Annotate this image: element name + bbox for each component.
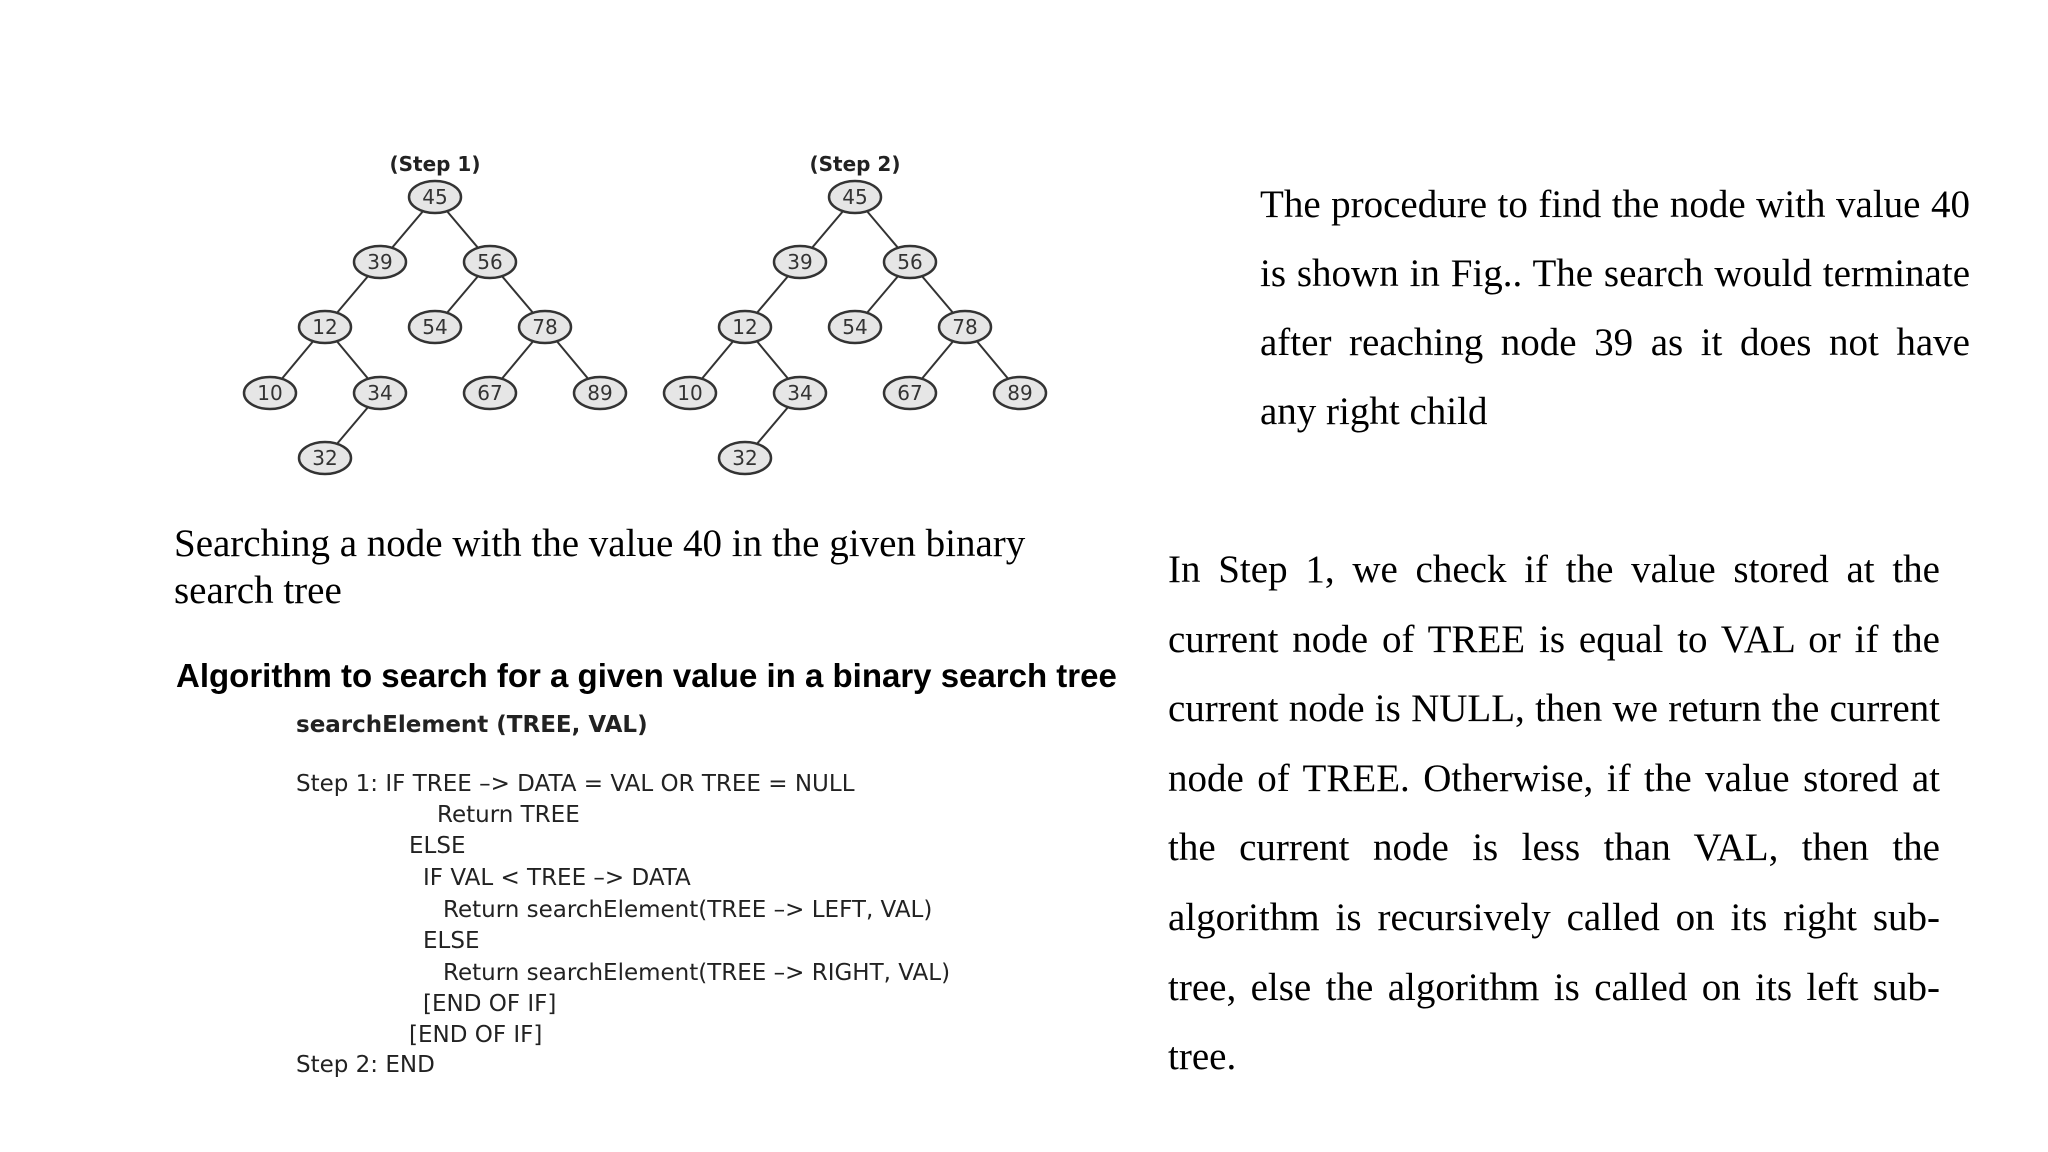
- tree-node-label: 78: [952, 315, 978, 339]
- code-line: [END OF IF]: [423, 991, 557, 1017]
- code-line: Return searchElement(TREE –> RIGHT, VAL): [443, 960, 951, 986]
- tree-node-label: 89: [1007, 381, 1033, 405]
- tree-step-1: [244, 152, 626, 474]
- tree-node-label: 45: [422, 185, 448, 209]
- code-line: ELSE: [423, 928, 480, 954]
- code-line: [END OF IF]: [409, 1022, 543, 1048]
- procedure-paragraph: The procedure to find the node with value 40 is shown in Fig.. The search would terminate after reaching node 39 as it does not have any right child: [1260, 183, 1970, 433]
- tree-node-label: 32: [732, 446, 758, 470]
- tree-node-label: 34: [367, 381, 393, 405]
- code-line: Step 2: END: [296, 1052, 435, 1078]
- tree-node-label: 12: [312, 315, 338, 339]
- figure-caption: Searching a node with the value 40 in the given binary search tree: [174, 522, 1026, 612]
- tree-node-label: 32: [312, 446, 338, 470]
- tree-node-label: 39: [787, 250, 813, 274]
- code-line: searchElement (TREE, VAL): [296, 712, 648, 738]
- tree-step-2: [664, 152, 1046, 474]
- step-label: (Step 1): [389, 152, 481, 176]
- tree-node-label: 54: [422, 315, 448, 339]
- tree-node-label: 10: [257, 381, 283, 405]
- tree-node-label: 67: [897, 381, 923, 405]
- binary-search-tree-figure: [240, 145, 1080, 485]
- code-line: Return TREE: [437, 802, 580, 828]
- explanation-paragraph: In Step 1, we check if the value stored at the current node of TREE is equal to VAL or if the current node is NULL, then we return the current node of TREE. Otherwise, if the value stored at the current node is less than VAL, then the algorithm is recursively called on its right sub-tree, else the algorithm is called on its left sub-tree.: [1168, 548, 1940, 1079]
- tree-node-label: 45: [842, 185, 868, 209]
- algorithm-title: Algorithm to search for a given value in a binary search tree: [176, 657, 1117, 694]
- tree-node-label: 54: [842, 315, 868, 339]
- code-line: Return searchElement(TREE –> LEFT, VAL): [443, 897, 933, 923]
- tree-node-label: 10: [677, 381, 703, 405]
- tree-node-label: 12: [732, 315, 758, 339]
- tree-node-label: 39: [367, 250, 393, 274]
- step-label: (Step 2): [809, 152, 901, 176]
- tree-node-label: 67: [477, 381, 503, 405]
- tree-node-label: 78: [532, 315, 558, 339]
- tree-node-label: 56: [477, 250, 503, 274]
- tree-node-label: 34: [787, 381, 813, 405]
- code-line: ELSE: [409, 833, 466, 859]
- tree-node-label: 89: [587, 381, 613, 405]
- code-line: IF VAL < TREE –> DATA: [423, 865, 691, 891]
- tree-node-label: 56: [897, 250, 923, 274]
- code-line: Step 1: IF TREE –> DATA = VAL OR TREE = NULL: [296, 771, 855, 797]
